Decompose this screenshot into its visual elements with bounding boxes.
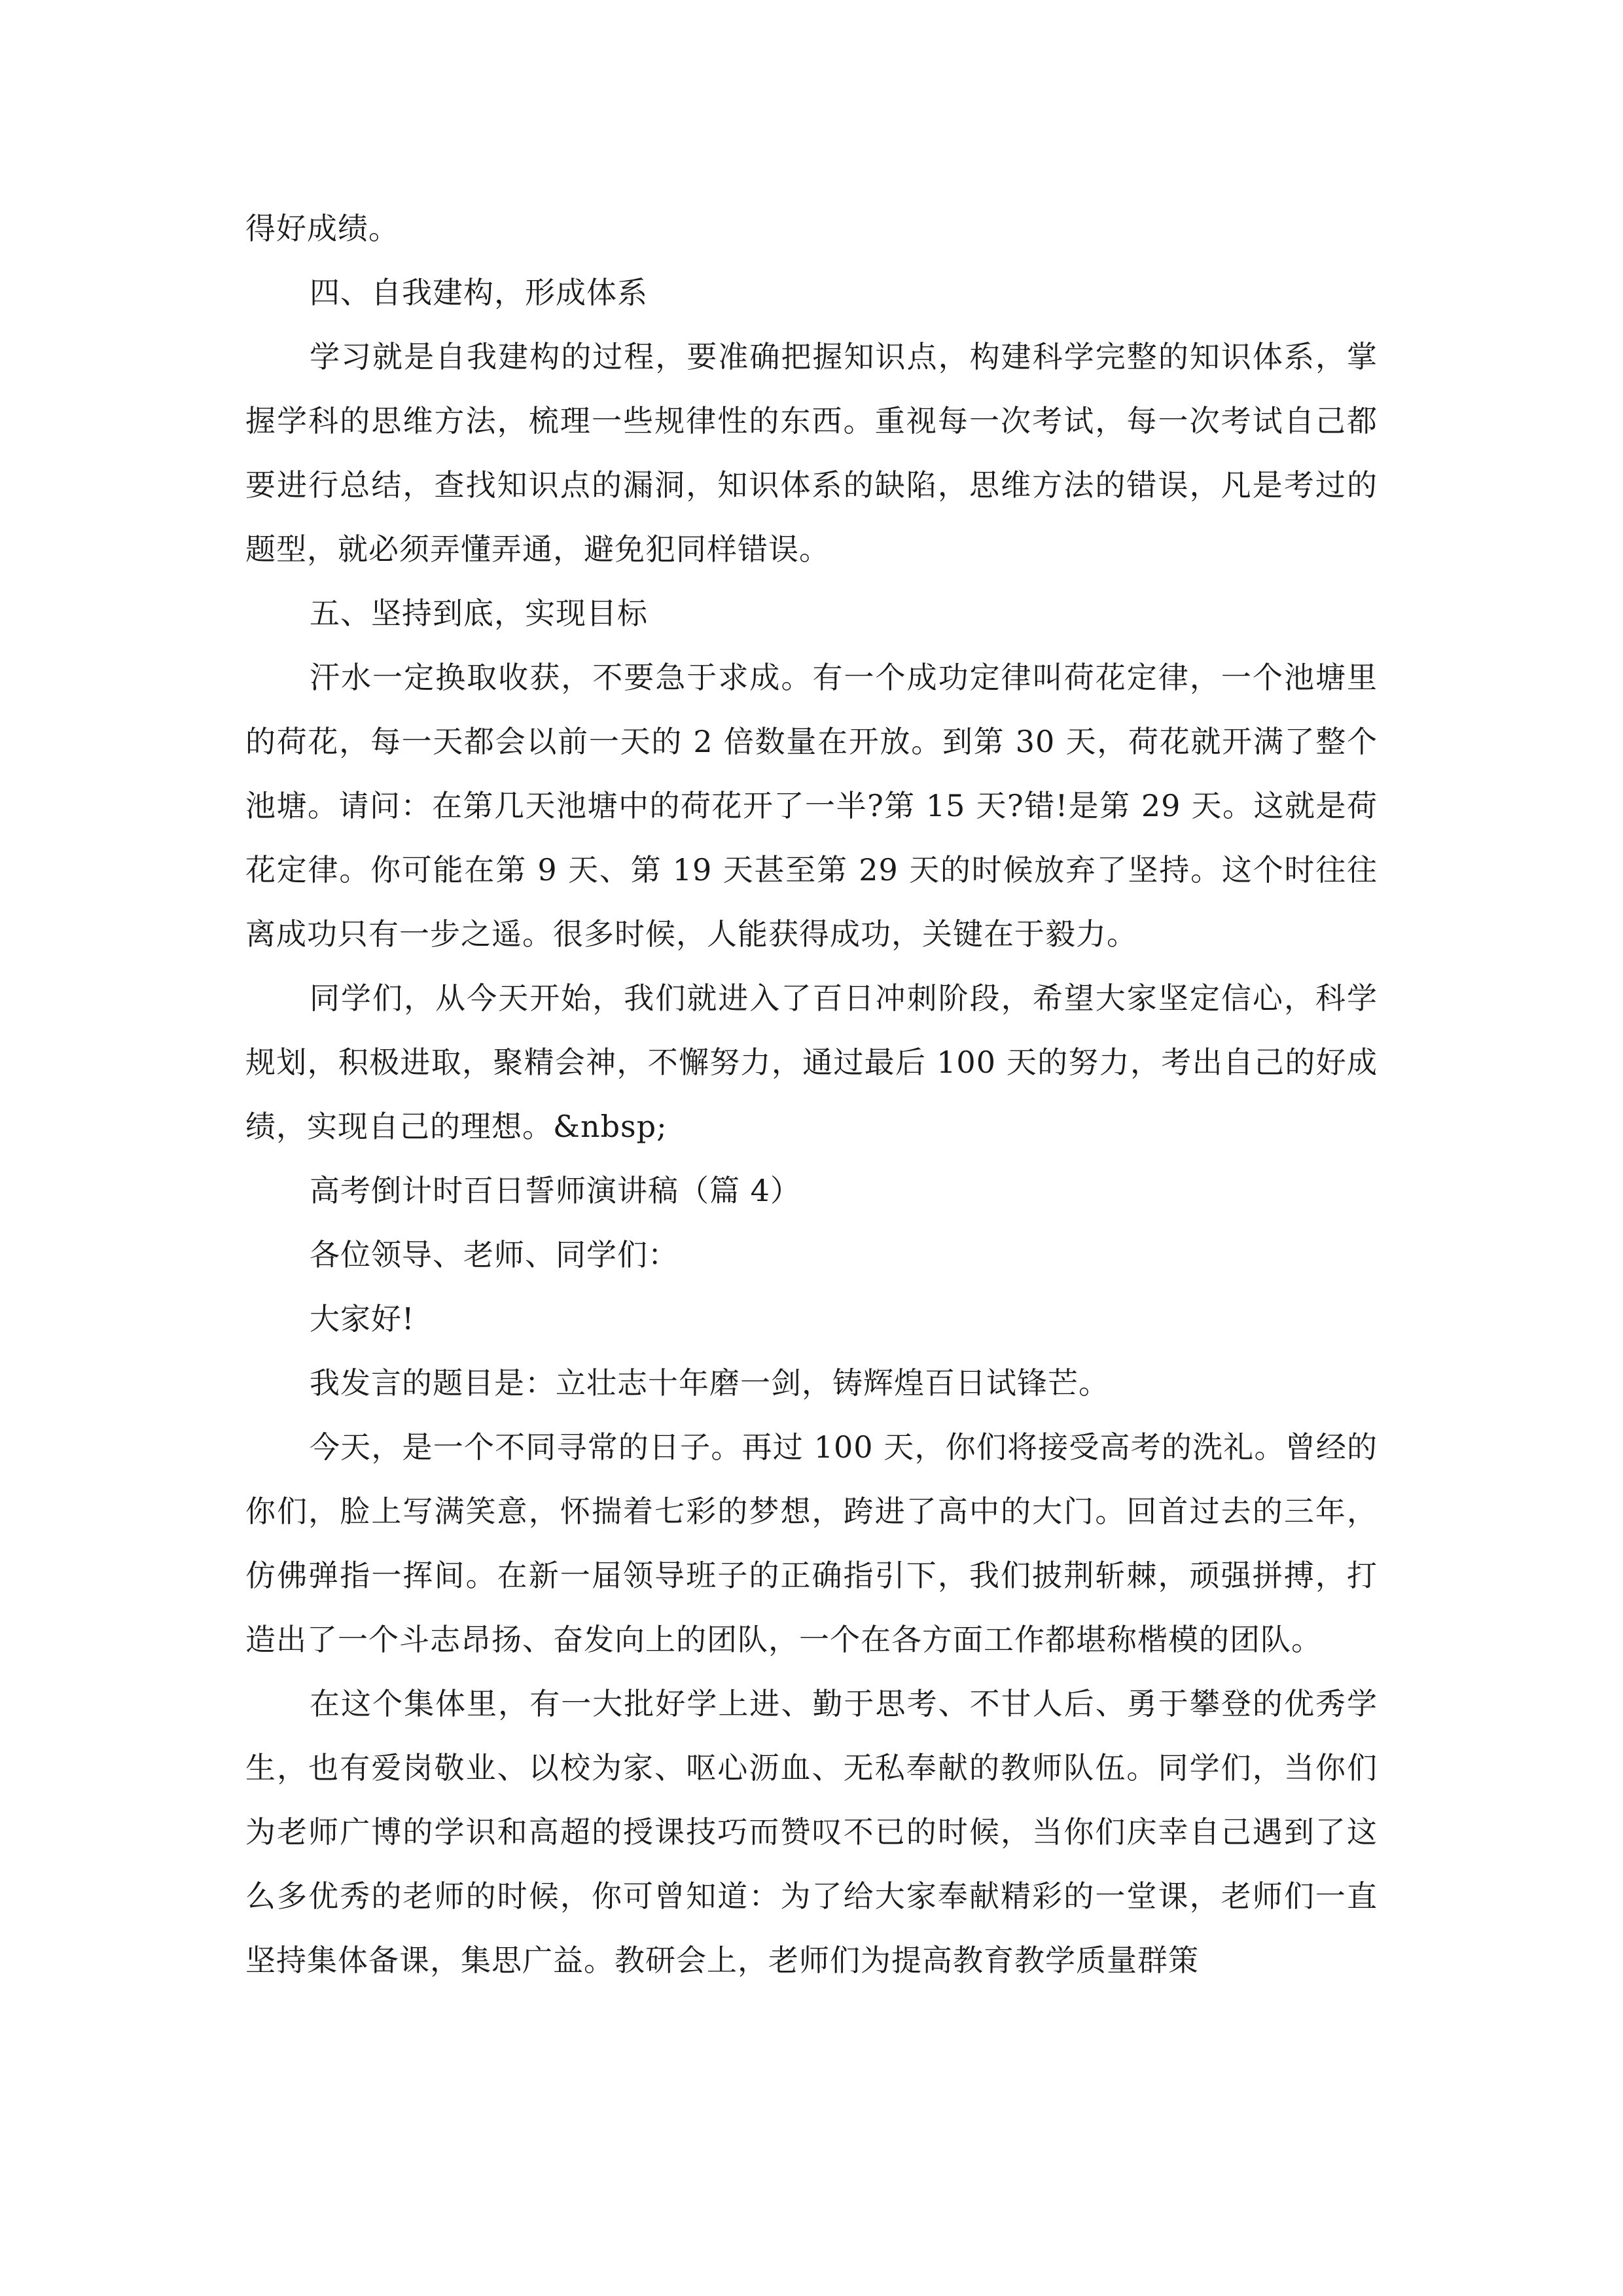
heading-section-4: 四、自我建构，形成体系 (310, 275, 648, 310)
speech-title: 高考倒计时百日誓师演讲稿（篇 4） (310, 1173, 801, 1208)
paragraph-5: 汗水一定换取收获，不要急于求成。有一个成功定律叫荷花定律，一个池塘里的荷花，每一天都会以前一天的 2 倍数量在开放。到第 30 天，荷花就开满了整个池塘。请问：在第几天池塘中的荷花开了一半?第 15 天?错!是第 29 天。这就是荷花定律。你可能在第 9 天、第 19 天甚至第 29 天的时候放弃了坚持。这个时往往离成功只有一步之遥。很多时候，人能获得成功，关键在于毅力。 (245, 660, 1378, 952)
speech-topic: 我发言的题目是：立壮志十年磨一剑，铸辉煌百日试锋芒。 (310, 1365, 1109, 1401)
salutation: 各位领导、老师、同学们： (310, 1237, 679, 1272)
paragraph-11: 今天，是一个不同寻常的日子。再过 100 天，你们将接受高考的洗礼。曾经的你们，脸上写满笑意，怀揣着七彩的梦想，跨进了高中的大门。回首过去的三年，仿佛弹指一挥间。在新一届领导班子的正确指引下，我们披荆斩棘，顽强拼搏，打造出了一个斗志昂扬、奋发向上的团队，一个在各方面工作都堪称楷模的团队。 (245, 1429, 1378, 1657)
paragraph-12: 在这个集体里，有一大批好学上进、勤于思考、不甘人后、勇于攀登的优秀学生，也有爱岗敬业、以校为家、呕心沥血、无私奉献的教师队伍。同学们，当你们为老师广博的学识和高超的授课技巧而赞叹不已的时候，当你们庆幸自己遇到了这么多优秀的老师的时候，你可曾知道：为了给大家奉献精彩的一堂课，老师们一直坚持集体备课，集思广益。教研会上，老师们为提高教育教学质量群策 (245, 1686, 1378, 1978)
paragraph-3: 学习就是自我建构的过程，要准确把握知识点，构建科学完整的知识体系，掌握学科的思维方法，梳理一些规律性的东西。重视每一次考试，每一次考试自己都要进行总结，查找知识点的漏洞，知识体系的缺陷，思维方法的错误，凡是考过的题型，就必须弄懂弄通，避免犯同样错误。 (245, 339, 1378, 567)
paragraph-6: 同学们，从今天开始，我们就进入了百日冲刺阶段，希望大家坚定信心，科学规划，积极进取，聚精会神，不懈努力，通过最后 100 天的努力，考出自己的好成绩，实现自己的理想。&nbsp; (245, 980, 1378, 1144)
paragraph-1: 得好成绩。 (245, 211, 399, 246)
document-body (245, 196, 1378, 1992)
heading-section-5: 五、坚持到底，实现目标 (310, 596, 648, 631)
greeting: 大家好! (310, 1301, 415, 1336)
